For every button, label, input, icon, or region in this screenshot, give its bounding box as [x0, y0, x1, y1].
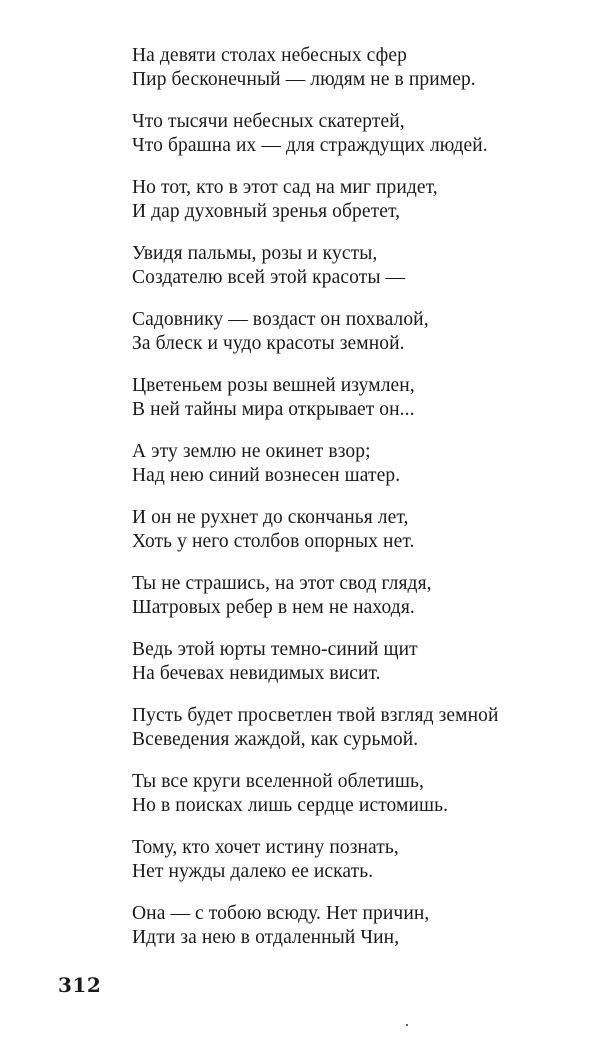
print-speck	[406, 1024, 408, 1026]
stanza	[132, 374, 572, 440]
stanza	[132, 308, 572, 374]
stanza	[132, 836, 572, 902]
poem-line: Но тот, кто в этот сад на миг придет,	[132, 177, 438, 198]
poem-line: За блеск и чудо красоты земной.	[132, 332, 405, 354]
poem-line: Ты не страшись, на этот свод глядя,	[132, 573, 432, 594]
poem-line: Создателю всей этой красоты —	[132, 266, 406, 288]
poem-text	[132, 44, 572, 968]
poem-line: Хоть у него столбов опорных нет.	[132, 530, 415, 552]
stanza	[132, 506, 572, 572]
stanza	[132, 110, 572, 176]
poem-line: На бечевах невидимых висит.	[132, 662, 381, 684]
poem-line: Она — с тобою всюду. Нет причин,	[132, 903, 430, 924]
poem-line: Что брашна их — для страждущих людей.	[132, 134, 488, 156]
poem-line: Увидя пальмы, розы и кусты,	[132, 243, 378, 264]
stanza	[132, 902, 572, 968]
stanza	[132, 704, 572, 770]
page-number: 312	[58, 973, 102, 997]
poem-line: И он не рухнет до скончанья лет,	[132, 507, 409, 528]
poem-line: Тому, кто хочет истину познать,	[132, 837, 399, 858]
poem-line: Нет нужды далеко ее искать.	[132, 860, 374, 882]
poem-line: Над нею синий вознесен шатер.	[132, 464, 401, 486]
poem-line: В ней тайны мира открывает он...	[132, 398, 415, 420]
stanza	[132, 44, 572, 110]
poem-line: А эту землю не окинет взор;	[132, 441, 371, 462]
stanza	[132, 242, 572, 308]
poem-line: И дар духовный зренья обретет,	[132, 200, 401, 222]
stanza	[132, 572, 572, 638]
stanza	[132, 638, 572, 704]
poem-line: На девяти столах небесных сфер	[132, 45, 408, 66]
stanza	[132, 770, 572, 836]
poem-line: Пир бесконечный — людям не в пример.	[132, 68, 476, 90]
poem-line: Что тысячи небесных скатертей,	[132, 111, 405, 132]
poem-line: Пусть будет просветлен твой взгляд земной	[132, 705, 499, 726]
poem-line: Ты все круги вселенной облетишь,	[132, 771, 424, 792]
poem-line: Ведь этой юрты темно-синий щит	[132, 639, 418, 660]
stanza	[132, 440, 572, 506]
poem-line: Шатровых ребер в нем не находя.	[132, 596, 415, 618]
poem-line: Цветеньем розы вешней изумлен,	[132, 375, 415, 396]
poem-line: Всеведения жаждой, как сурьмой.	[132, 728, 419, 750]
stanza	[132, 176, 572, 242]
poem-line: Садовнику — воздаст он похвалой,	[132, 309, 429, 330]
poem-line: Идти за нею в отдаленный Чин,	[132, 926, 400, 948]
poem-line: Но в поисках лишь сердце истомишь.	[132, 794, 449, 816]
